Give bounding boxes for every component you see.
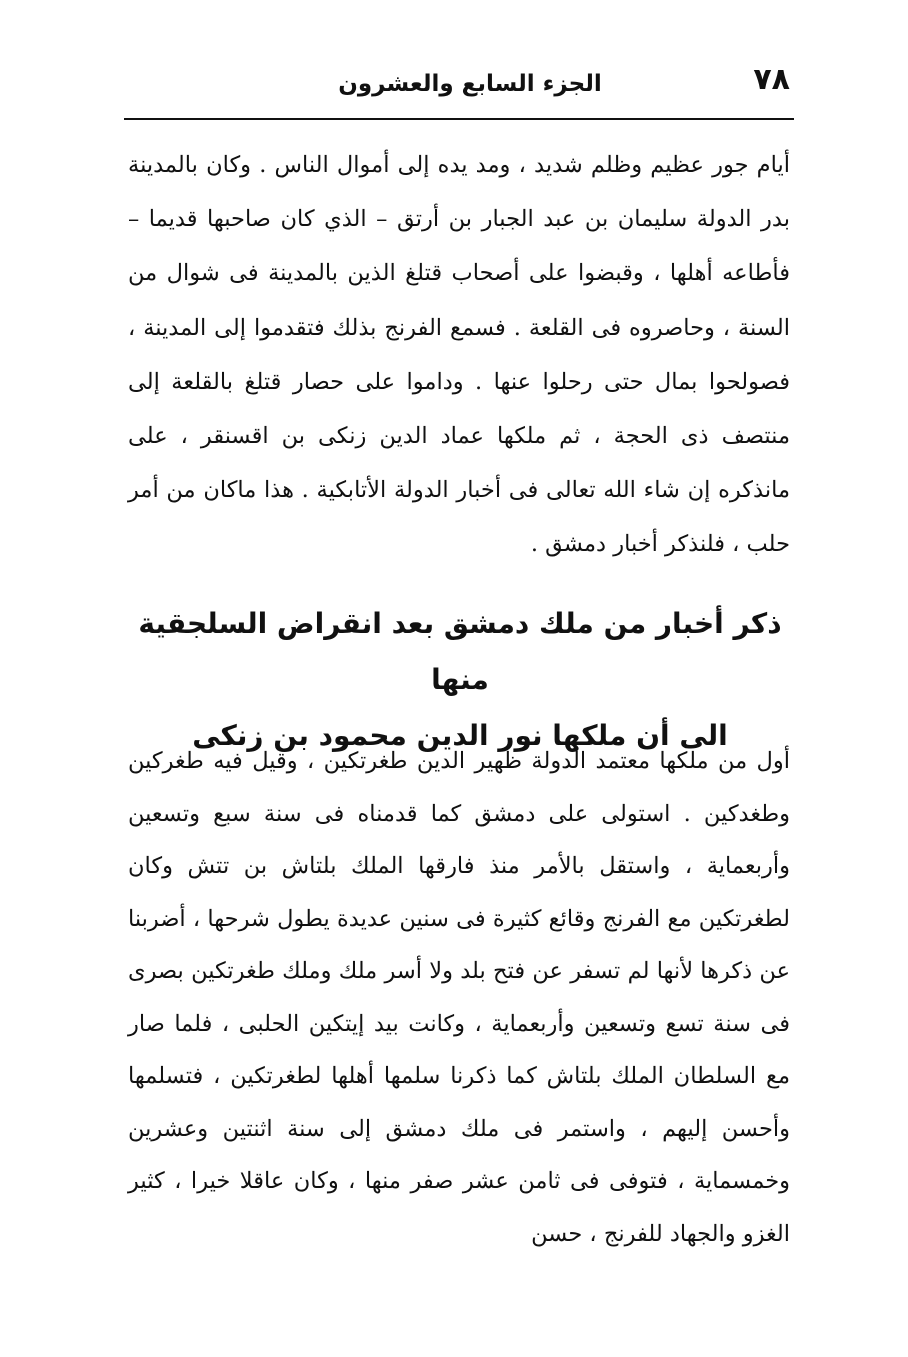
running-title: الجزء السابع والعشرون bbox=[338, 71, 602, 97]
page-number: ٧٨ bbox=[753, 62, 790, 97]
body-paragraph-2: أول من ملكها معتمد الدولة ظهير الدين طغرتكين ، وقيل فيه طغركين وطغدكين . استولى على دمشق كما قدمناه فى سنة سبع وتسعين وأربعماية ، واستقل بالأمر منذ فارقها الملك بلتاش بن تتش وكان لطغرتكين مع الفرنج وقائع كثيرة فى سنين عديدة يطول شرحها ، أضربنا عن ذكرها لأنها لم تسفر عن فتح بلد ولا أسر ملك وملك طغرتكين بصرى فى سنة تسع وتسعين وأربعماية ، وكانت بيد إيتكين الحلبى ، فلما صار مع السلطان الملك بلتاش كما ذكرنا سلمها أهلها لطغرتكين ، فتسلمها وأحسن إليهم ، واستمر فى ملك دمشق إلى سنة اثنتين وعشرين وخمسماية ، فتوفى فى ثامن عشر صفر منها ، وكان عاقلا خيرا ، كثير الغزو والجهاد للفرنج ، حسن bbox=[128, 748, 790, 1247]
running-head bbox=[120, 60, 800, 110]
header-rule bbox=[124, 118, 794, 120]
section-heading-line-1: ذكر أخبار من ملك دمشق بعد انقراض السلجقية منها bbox=[138, 607, 782, 696]
section-heading-line-2: الى أن ملكها نور الدين محمود بن زنكى bbox=[192, 719, 728, 752]
body-paragraph-1: أيام جور عظيم وظلم شديد ، ومد يده إلى أموال الناس . وكان بالمدينة بدر الدولة سليمان بن عبد الجبار بن أرتق – الذي كان صاحبها قديما – فأطاعه أهلها ، وقبضوا على أصحاب قتلغ الذين بالمدينة فى شوال من السنة ، وحاصروه فى القلعة . فسمع الفرنج بذلك فتقدموا إلى المدينة ، فصولحوا بمال حتى رحلوا عنها . وداموا على حصار قتلغ بالقلعة إلى منتصف ذى الحجة ، ثم ملكها عماد الدين زنكى بن اقسنقر ، على مانذكره إن شاء الله تعالى فى أخبار الدولة الأتابكية . هذا ماكان من أمر حلب ، فلنذكر أخبار دمشق . bbox=[128, 152, 790, 558]
